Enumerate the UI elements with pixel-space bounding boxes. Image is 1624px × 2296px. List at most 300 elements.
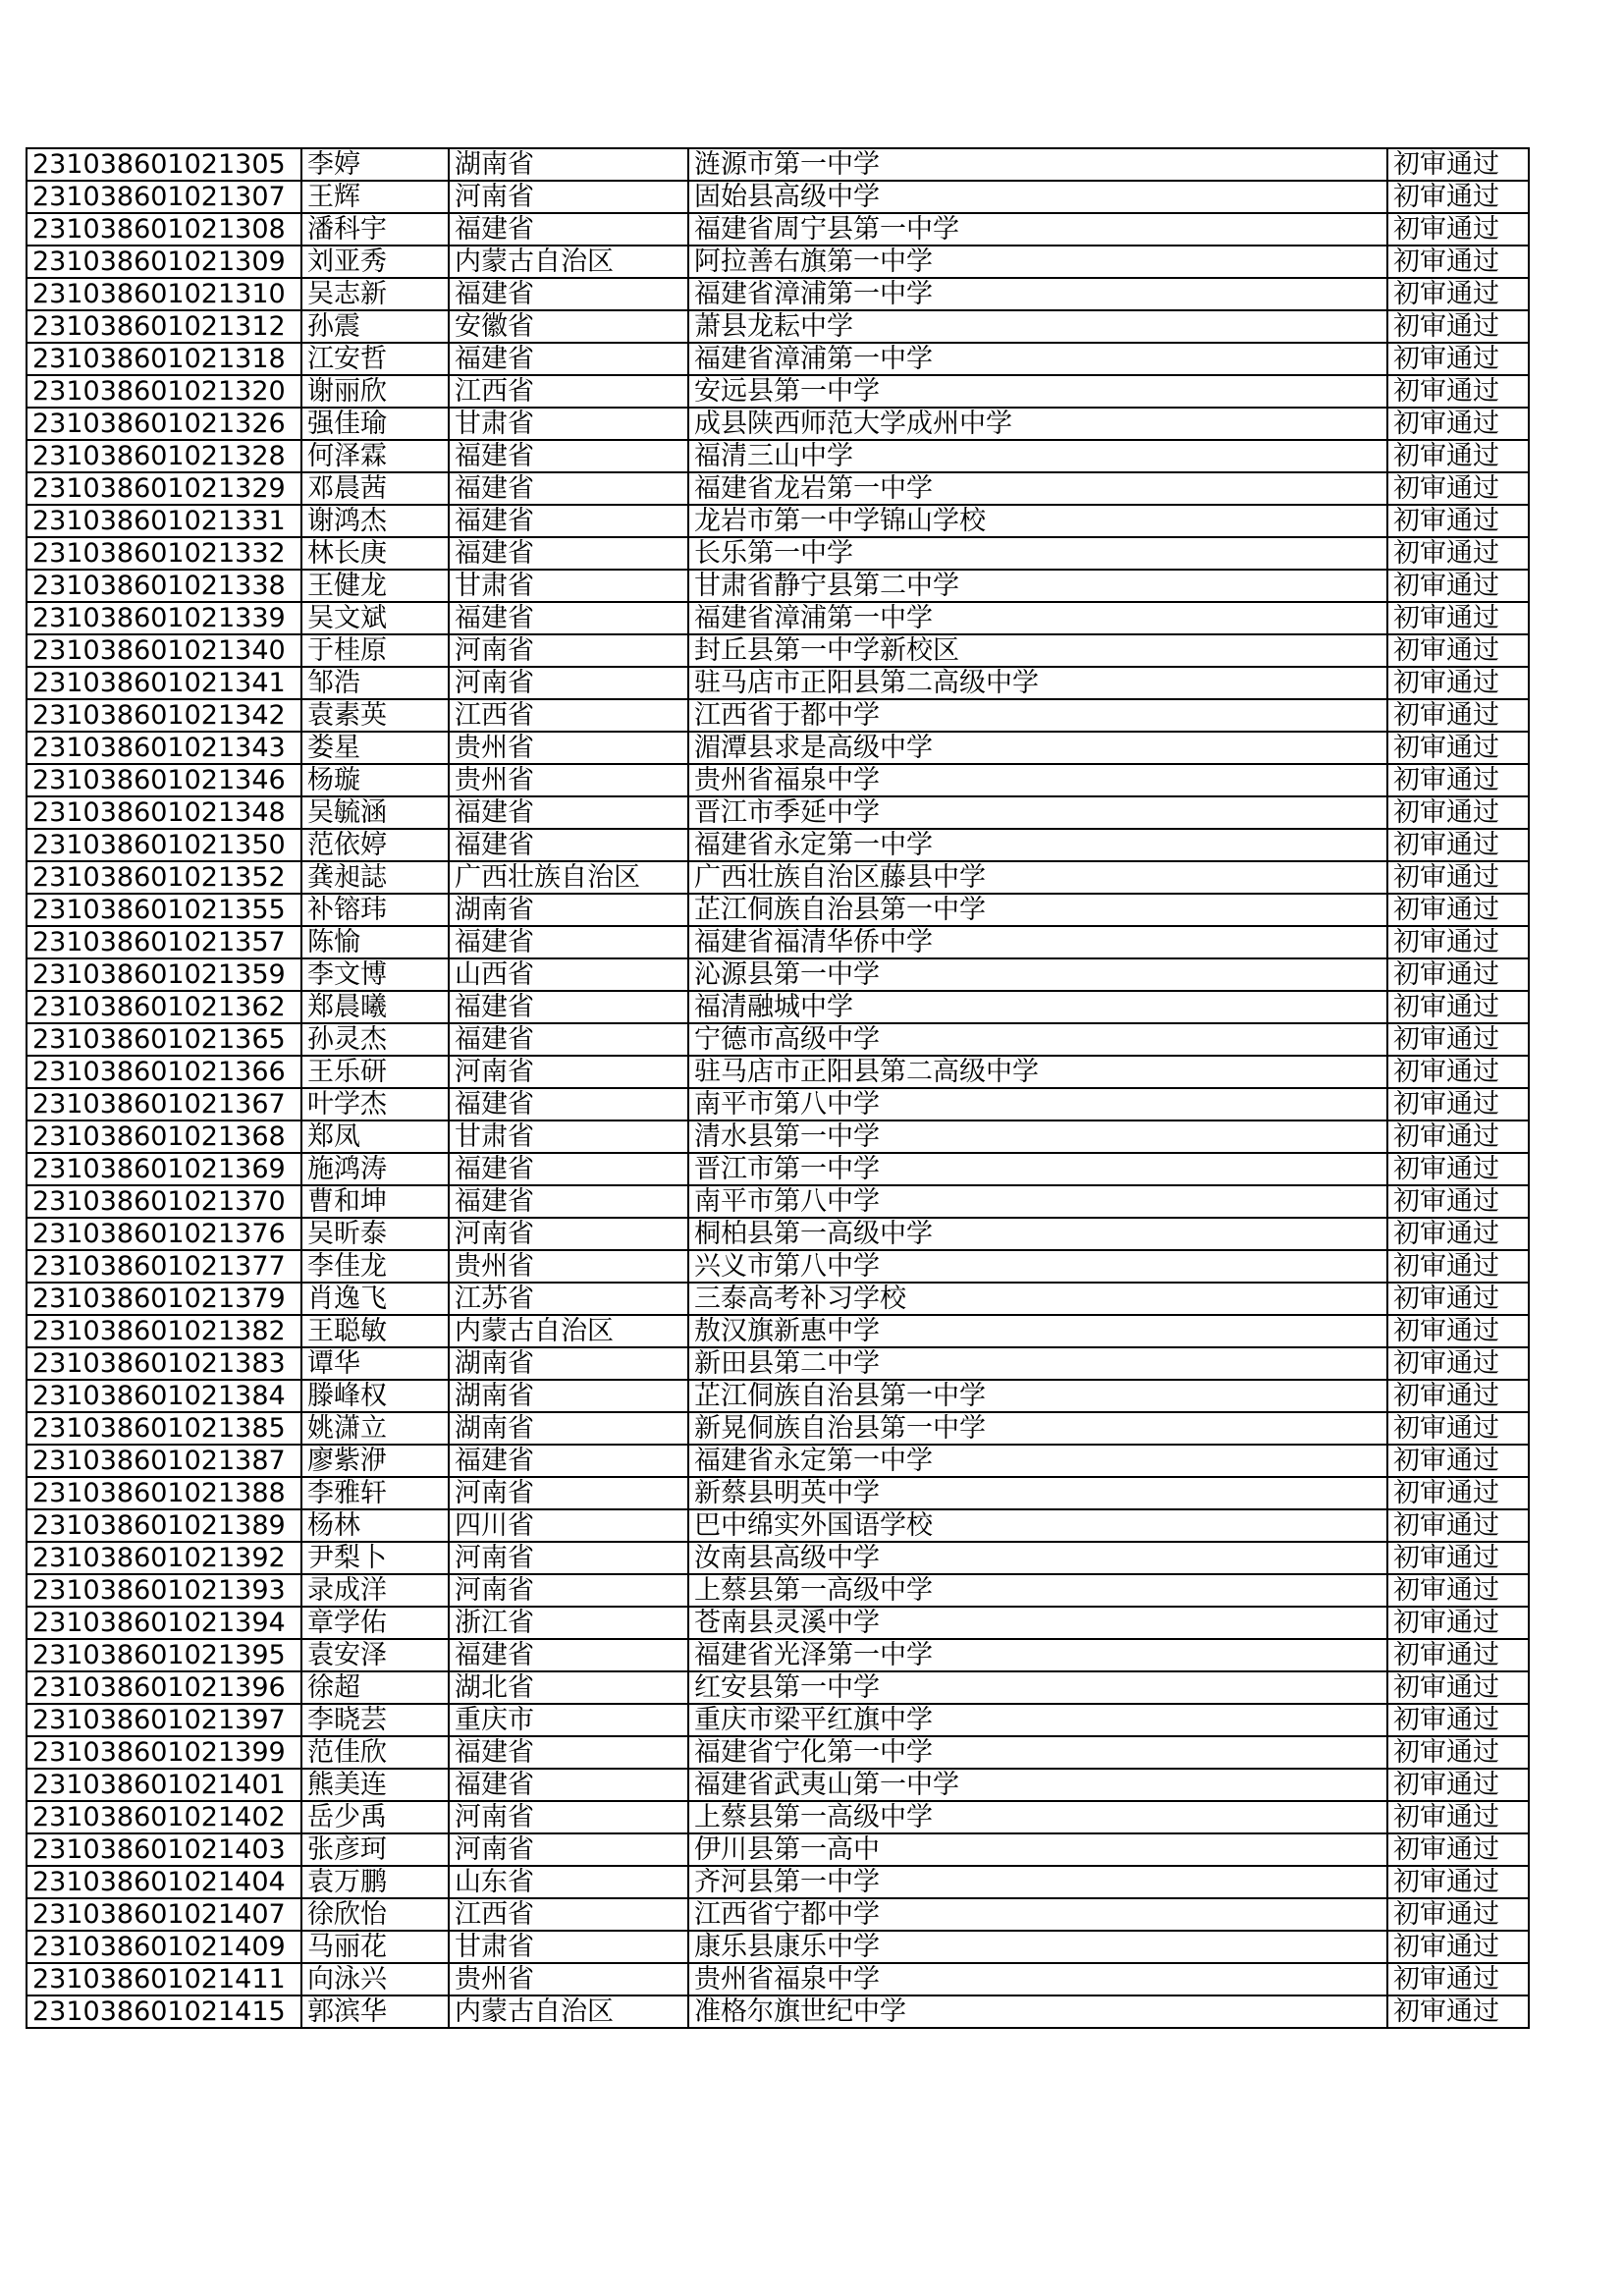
cell-school: 晋江市季延中学 (688, 796, 1387, 829)
cell-exam-id: 231038601021320 (27, 375, 301, 408)
cell-name: 肖逸飞 (301, 1283, 449, 1315)
cell-name: 王辉 (301, 181, 449, 213)
cell-name: 吴文斌 (301, 602, 449, 634)
cell-school: 齐河县第一中学 (688, 1866, 1387, 1898)
cell-school: 福建省武夷山第一中学 (688, 1769, 1387, 1801)
cell-status: 初审通过 (1387, 1250, 1529, 1283)
cell-province: 河南省 (449, 1801, 688, 1833)
cell-school: 福清融城中学 (688, 991, 1387, 1023)
cell-name: 杨璇 (301, 764, 449, 796)
cell-province: 河南省 (449, 181, 688, 213)
cell-province: 湖北省 (449, 1671, 688, 1704)
cell-status: 初审通过 (1387, 278, 1529, 310)
cell-province: 贵州省 (449, 1963, 688, 1995)
cell-exam-id: 231038601021401 (27, 1769, 301, 1801)
cell-status: 初审通过 (1387, 1898, 1529, 1931)
table-row (27, 764, 1529, 796)
cell-status: 初审通过 (1387, 1736, 1529, 1769)
cell-status: 初审通过 (1387, 440, 1529, 472)
cell-school: 萧县龙耘中学 (688, 310, 1387, 343)
cell-status: 初审通过 (1387, 213, 1529, 246)
cell-name: 李晓芸 (301, 1704, 449, 1736)
cell-exam-id: 231038601021394 (27, 1607, 301, 1639)
cell-exam-id: 231038601021367 (27, 1088, 301, 1121)
cell-exam-id: 231038601021359 (27, 958, 301, 991)
cell-province: 河南省 (449, 1542, 688, 1574)
cell-exam-id: 231038601021370 (27, 1185, 301, 1218)
cell-school: 新田县第二中学 (688, 1347, 1387, 1380)
cell-province: 广西壮族自治区 (449, 861, 688, 894)
table-row (27, 408, 1529, 440)
cell-status: 初审通过 (1387, 602, 1529, 634)
table-row (27, 1477, 1529, 1509)
cell-exam-id: 231038601021329 (27, 472, 301, 505)
cell-school: 上蔡县第一高级中学 (688, 1801, 1387, 1833)
table-row (27, 667, 1529, 699)
cell-exam-id: 231038601021310 (27, 278, 301, 310)
cell-exam-id: 231038601021338 (27, 570, 301, 602)
cell-status: 初审通过 (1387, 1185, 1529, 1218)
cell-exam-id: 231038601021369 (27, 1153, 301, 1185)
cell-status: 初审通过 (1387, 1347, 1529, 1380)
table-row (27, 1833, 1529, 1866)
cell-name: 马丽花 (301, 1931, 449, 1963)
cell-status: 初审通过 (1387, 1445, 1529, 1477)
cell-school: 龙岩市第一中学锦山学校 (688, 505, 1387, 537)
cell-school: 江西省于都中学 (688, 699, 1387, 732)
cell-exam-id: 231038601021307 (27, 181, 301, 213)
cell-name: 龚昶誌 (301, 861, 449, 894)
table-row (27, 1704, 1529, 1736)
cell-school: 三泰高考补习学校 (688, 1283, 1387, 1315)
cell-school: 长乐第一中学 (688, 537, 1387, 570)
cell-status: 初审通过 (1387, 181, 1529, 213)
cell-school: 福建省漳浦第一中学 (688, 602, 1387, 634)
cell-name: 叶学杰 (301, 1088, 449, 1121)
cell-status: 初审通过 (1387, 1639, 1529, 1671)
cell-province: 福建省 (449, 278, 688, 310)
table-row (27, 278, 1529, 310)
cell-province: 福建省 (449, 1088, 688, 1121)
cell-school: 甘肃省静宁县第二中学 (688, 570, 1387, 602)
table-row (27, 1931, 1529, 1963)
cell-name: 袁素英 (301, 699, 449, 732)
cell-province: 河南省 (449, 1056, 688, 1088)
table-row (27, 343, 1529, 375)
cell-exam-id: 231038601021411 (27, 1963, 301, 1995)
cell-school: 芷江侗族自治县第一中学 (688, 894, 1387, 926)
cell-exam-id: 231038601021383 (27, 1347, 301, 1380)
cell-status: 初审通过 (1387, 991, 1529, 1023)
cell-school: 贵州省福泉中学 (688, 1963, 1387, 1995)
cell-status: 初审通过 (1387, 1931, 1529, 1963)
cell-exam-id: 231038601021409 (27, 1931, 301, 1963)
cell-province: 湖南省 (449, 894, 688, 926)
cell-status: 初审通过 (1387, 310, 1529, 343)
cell-province: 内蒙古自治区 (449, 1995, 688, 2028)
cell-province: 福建省 (449, 796, 688, 829)
cell-province: 福建省 (449, 926, 688, 958)
cell-exam-id: 231038601021365 (27, 1023, 301, 1056)
cell-province: 河南省 (449, 1218, 688, 1250)
cell-school: 南平市第八中学 (688, 1088, 1387, 1121)
cell-province: 甘肃省 (449, 1931, 688, 1963)
cell-school: 芷江侗族自治县第一中学 (688, 1380, 1387, 1412)
cell-status: 初审通过 (1387, 796, 1529, 829)
cell-status: 初审通过 (1387, 1088, 1529, 1121)
cell-name: 袁万鹏 (301, 1866, 449, 1898)
cell-province: 福建省 (449, 1023, 688, 1056)
table-row (27, 1153, 1529, 1185)
cell-name: 姚潇立 (301, 1412, 449, 1445)
table-row (27, 1056, 1529, 1088)
cell-province: 贵州省 (449, 732, 688, 764)
cell-exam-id: 231038601021326 (27, 408, 301, 440)
cell-status: 初审通过 (1387, 408, 1529, 440)
cell-school: 福建省龙岩第一中学 (688, 472, 1387, 505)
cell-province: 江西省 (449, 1898, 688, 1931)
cell-name: 施鸿涛 (301, 1153, 449, 1185)
cell-name: 郭滨华 (301, 1995, 449, 2028)
cell-status: 初审通过 (1387, 505, 1529, 537)
cell-status: 初审通过 (1387, 732, 1529, 764)
cell-exam-id: 231038601021377 (27, 1250, 301, 1283)
cell-province: 山东省 (449, 1866, 688, 1898)
cell-name: 谭华 (301, 1347, 449, 1380)
cell-name: 滕峰权 (301, 1380, 449, 1412)
cell-school: 福建省永定第一中学 (688, 1445, 1387, 1477)
cell-status: 初审通过 (1387, 1153, 1529, 1185)
cell-status: 初审通过 (1387, 1380, 1529, 1412)
cell-province: 贵州省 (449, 1250, 688, 1283)
cell-school: 福建省漳浦第一中学 (688, 278, 1387, 310)
cell-school: 福建省福清华侨中学 (688, 926, 1387, 958)
cell-status: 初审通过 (1387, 1704, 1529, 1736)
cell-name: 孙震 (301, 310, 449, 343)
table-row (27, 440, 1529, 472)
table-row (27, 926, 1529, 958)
cell-status: 初审通过 (1387, 667, 1529, 699)
table-row (27, 570, 1529, 602)
cell-province: 福建省 (449, 1153, 688, 1185)
cell-exam-id: 231038601021388 (27, 1477, 301, 1509)
cell-name: 于桂原 (301, 634, 449, 667)
cell-province: 内蒙古自治区 (449, 1315, 688, 1347)
cell-exam-id: 231038601021362 (27, 991, 301, 1023)
cell-exam-id: 231038601021392 (27, 1542, 301, 1574)
cell-status: 初审通过 (1387, 1671, 1529, 1704)
cell-exam-id: 231038601021384 (27, 1380, 301, 1412)
table-row (27, 213, 1529, 246)
cell-status: 初审通过 (1387, 634, 1529, 667)
cell-province: 河南省 (449, 1574, 688, 1607)
table-row (27, 1445, 1529, 1477)
cell-province: 福建省 (449, 440, 688, 472)
cell-status: 初审通过 (1387, 829, 1529, 861)
cell-exam-id: 231038601021397 (27, 1704, 301, 1736)
cell-exam-id: 231038601021342 (27, 699, 301, 732)
cell-exam-id: 231038601021395 (27, 1639, 301, 1671)
cell-school: 驻马店市正阳县第二高级中学 (688, 667, 1387, 699)
cell-name: 潘科宇 (301, 213, 449, 246)
cell-school: 伊川县第一高中 (688, 1833, 1387, 1866)
cell-exam-id: 231038601021415 (27, 1995, 301, 2028)
cell-name: 孙灵杰 (301, 1023, 449, 1056)
table-row (27, 1121, 1529, 1153)
cell-school: 重庆市梁平红旗中学 (688, 1704, 1387, 1736)
cell-name: 向泳兴 (301, 1963, 449, 1995)
table-row (27, 1509, 1529, 1542)
cell-name: 郑晨曦 (301, 991, 449, 1023)
cell-name: 岳少禹 (301, 1801, 449, 1833)
cell-status: 初审通过 (1387, 1509, 1529, 1542)
cell-name: 熊美连 (301, 1769, 449, 1801)
cell-status: 初审通过 (1387, 1607, 1529, 1639)
table-row (27, 958, 1529, 991)
cell-province: 湖南省 (449, 1380, 688, 1412)
cell-school: 兴义市第八中学 (688, 1250, 1387, 1283)
cell-name: 吴志新 (301, 278, 449, 310)
cell-school: 成县陕西师范大学成州中学 (688, 408, 1387, 440)
cell-exam-id: 231038601021350 (27, 829, 301, 861)
cell-province: 江西省 (449, 375, 688, 408)
cell-exam-id: 231038601021318 (27, 343, 301, 375)
table-row (27, 375, 1529, 408)
cell-province: 福建省 (449, 213, 688, 246)
table-row (27, 732, 1529, 764)
table-row (27, 1380, 1529, 1412)
cell-school: 宁德市高级中学 (688, 1023, 1387, 1056)
cell-status: 初审通过 (1387, 894, 1529, 926)
cell-province: 贵州省 (449, 764, 688, 796)
cell-name: 王乐研 (301, 1056, 449, 1088)
cell-exam-id: 231038601021348 (27, 796, 301, 829)
cell-province: 福建省 (449, 991, 688, 1023)
cell-name: 杨林 (301, 1509, 449, 1542)
cell-exam-id: 231038601021368 (27, 1121, 301, 1153)
cell-province: 甘肃省 (449, 570, 688, 602)
cell-status: 初审通过 (1387, 958, 1529, 991)
cell-name: 陈愉 (301, 926, 449, 958)
cell-province: 河南省 (449, 1833, 688, 1866)
cell-province: 浙江省 (449, 1607, 688, 1639)
cell-name: 何泽霖 (301, 440, 449, 472)
cell-exam-id: 231038601021309 (27, 246, 301, 278)
cell-school: 湄潭县求是高级中学 (688, 732, 1387, 764)
cell-status: 初审通过 (1387, 861, 1529, 894)
cell-status: 初审通过 (1387, 699, 1529, 732)
cell-province: 福建省 (449, 1736, 688, 1769)
cell-status: 初审通过 (1387, 343, 1529, 375)
cell-exam-id: 231038601021366 (27, 1056, 301, 1088)
cell-status: 初审通过 (1387, 1218, 1529, 1250)
cell-province: 重庆市 (449, 1704, 688, 1736)
table-row (27, 699, 1529, 732)
cell-province: 江西省 (449, 699, 688, 732)
cell-exam-id: 231038601021312 (27, 310, 301, 343)
cell-exam-id: 231038601021376 (27, 1218, 301, 1250)
cell-name: 江安哲 (301, 343, 449, 375)
cell-status: 初审通过 (1387, 926, 1529, 958)
table-row (27, 1963, 1529, 1995)
cell-status: 初审通过 (1387, 1542, 1529, 1574)
cell-school: 汝南县高级中学 (688, 1542, 1387, 1574)
table-row (27, 1250, 1529, 1283)
cell-school: 福建省光泽第一中学 (688, 1639, 1387, 1671)
cell-province: 福建省 (449, 1445, 688, 1477)
cell-exam-id: 231038601021357 (27, 926, 301, 958)
cell-exam-id: 231038601021379 (27, 1283, 301, 1315)
table-row (27, 1736, 1529, 1769)
cell-exam-id: 231038601021387 (27, 1445, 301, 1477)
table-row (27, 1607, 1529, 1639)
cell-name: 林长庚 (301, 537, 449, 570)
cell-province: 福建省 (449, 1639, 688, 1671)
cell-province: 福建省 (449, 1769, 688, 1801)
cell-school: 沁源县第一中学 (688, 958, 1387, 991)
cell-exam-id: 231038601021393 (27, 1574, 301, 1607)
cell-province: 福建省 (449, 472, 688, 505)
cell-exam-id: 231038601021403 (27, 1833, 301, 1866)
cell-school: 上蔡县第一高级中学 (688, 1574, 1387, 1607)
table-row (27, 1769, 1529, 1801)
cell-status: 初审通过 (1387, 1574, 1529, 1607)
cell-school: 涟源市第一中学 (688, 148, 1387, 181)
cell-province: 河南省 (449, 1477, 688, 1509)
table-row (27, 1315, 1529, 1347)
cell-school: 清水县第一中学 (688, 1121, 1387, 1153)
cell-status: 初审通过 (1387, 1056, 1529, 1088)
table-row (27, 1898, 1529, 1931)
cell-province: 湖南省 (449, 148, 688, 181)
results-table (26, 147, 1530, 2029)
cell-exam-id: 231038601021343 (27, 732, 301, 764)
cell-exam-id: 231038601021332 (27, 537, 301, 570)
cell-school: 福建省永定第一中学 (688, 829, 1387, 861)
cell-status: 初审通过 (1387, 246, 1529, 278)
cell-exam-id: 231038601021404 (27, 1866, 301, 1898)
table-row (27, 602, 1529, 634)
cell-status: 初审通过 (1387, 1412, 1529, 1445)
cell-name: 刘亚秀 (301, 246, 449, 278)
cell-name: 曹和坤 (301, 1185, 449, 1218)
cell-name: 张彦珂 (301, 1833, 449, 1866)
cell-status: 初审通过 (1387, 570, 1529, 602)
cell-province: 河南省 (449, 667, 688, 699)
cell-name: 范依婷 (301, 829, 449, 861)
table-row (27, 991, 1529, 1023)
table-row (27, 1671, 1529, 1704)
cell-province: 安徽省 (449, 310, 688, 343)
cell-name: 尹梨卜 (301, 1542, 449, 1574)
cell-exam-id: 231038601021339 (27, 602, 301, 634)
cell-name: 李雅轩 (301, 1477, 449, 1509)
cell-exam-id: 231038601021352 (27, 861, 301, 894)
table-row (27, 537, 1529, 570)
cell-exam-id: 231038601021382 (27, 1315, 301, 1347)
cell-province: 四川省 (449, 1509, 688, 1542)
table-row (27, 181, 1529, 213)
cell-name: 徐超 (301, 1671, 449, 1704)
cell-name: 李婷 (301, 148, 449, 181)
cell-school: 巴中绵实外国语学校 (688, 1509, 1387, 1542)
table-row (27, 1639, 1529, 1671)
cell-exam-id: 231038601021305 (27, 148, 301, 181)
cell-school: 封丘县第一中学新校区 (688, 634, 1387, 667)
results-table-body (27, 148, 1529, 2028)
cell-exam-id: 231038601021331 (27, 505, 301, 537)
cell-school: 红安县第一中学 (688, 1671, 1387, 1704)
cell-status: 初审通过 (1387, 472, 1529, 505)
cell-exam-id: 231038601021308 (27, 213, 301, 246)
cell-school: 阿拉善右旗第一中学 (688, 246, 1387, 278)
cell-school: 安远县第一中学 (688, 375, 1387, 408)
cell-name: 娄星 (301, 732, 449, 764)
cell-name: 范佳欣 (301, 1736, 449, 1769)
table-row (27, 1088, 1529, 1121)
table-row (27, 1995, 1529, 2028)
cell-status: 初审通过 (1387, 1121, 1529, 1153)
cell-school: 新蔡县明英中学 (688, 1477, 1387, 1509)
table-row (27, 1801, 1529, 1833)
table-row (27, 1185, 1529, 1218)
cell-status: 初审通过 (1387, 1866, 1529, 1898)
cell-exam-id: 231038601021340 (27, 634, 301, 667)
cell-exam-id: 231038601021399 (27, 1736, 301, 1769)
cell-school: 康乐县康乐中学 (688, 1931, 1387, 1963)
cell-name: 邹浩 (301, 667, 449, 699)
cell-exam-id: 231038601021402 (27, 1801, 301, 1833)
cell-status: 初审通过 (1387, 1833, 1529, 1866)
cell-name: 李文博 (301, 958, 449, 991)
table-row (27, 505, 1529, 537)
cell-exam-id: 231038601021396 (27, 1671, 301, 1704)
table-row (27, 894, 1529, 926)
cell-school: 准格尔旗世纪中学 (688, 1995, 1387, 2028)
cell-name: 录成洋 (301, 1574, 449, 1607)
table-row (27, 829, 1529, 861)
cell-province: 福建省 (449, 537, 688, 570)
cell-exam-id: 231038601021407 (27, 1898, 301, 1931)
cell-province: 福建省 (449, 1185, 688, 1218)
cell-exam-id: 231038601021355 (27, 894, 301, 926)
cell-exam-id: 231038601021389 (27, 1509, 301, 1542)
cell-province: 山西省 (449, 958, 688, 991)
cell-school: 福建省漳浦第一中学 (688, 343, 1387, 375)
cell-province: 福建省 (449, 602, 688, 634)
table-row (27, 1023, 1529, 1056)
table-row (27, 310, 1529, 343)
table-row (27, 634, 1529, 667)
table-row (27, 472, 1529, 505)
cell-name: 邓晨茜 (301, 472, 449, 505)
cell-name: 强佳瑜 (301, 408, 449, 440)
cell-school: 南平市第八中学 (688, 1185, 1387, 1218)
cell-status: 初审通过 (1387, 375, 1529, 408)
cell-school: 福建省周宁县第一中学 (688, 213, 1387, 246)
table-row (27, 148, 1529, 181)
cell-exam-id: 231038601021346 (27, 764, 301, 796)
cell-name: 袁安泽 (301, 1639, 449, 1671)
cell-province: 甘肃省 (449, 1121, 688, 1153)
cell-status: 初审通过 (1387, 764, 1529, 796)
table-row (27, 861, 1529, 894)
cell-province: 内蒙古自治区 (449, 246, 688, 278)
cell-status: 初审通过 (1387, 537, 1529, 570)
cell-school: 贵州省福泉中学 (688, 764, 1387, 796)
table-row (27, 1347, 1529, 1380)
cell-school: 福建省宁化第一中学 (688, 1736, 1387, 1769)
